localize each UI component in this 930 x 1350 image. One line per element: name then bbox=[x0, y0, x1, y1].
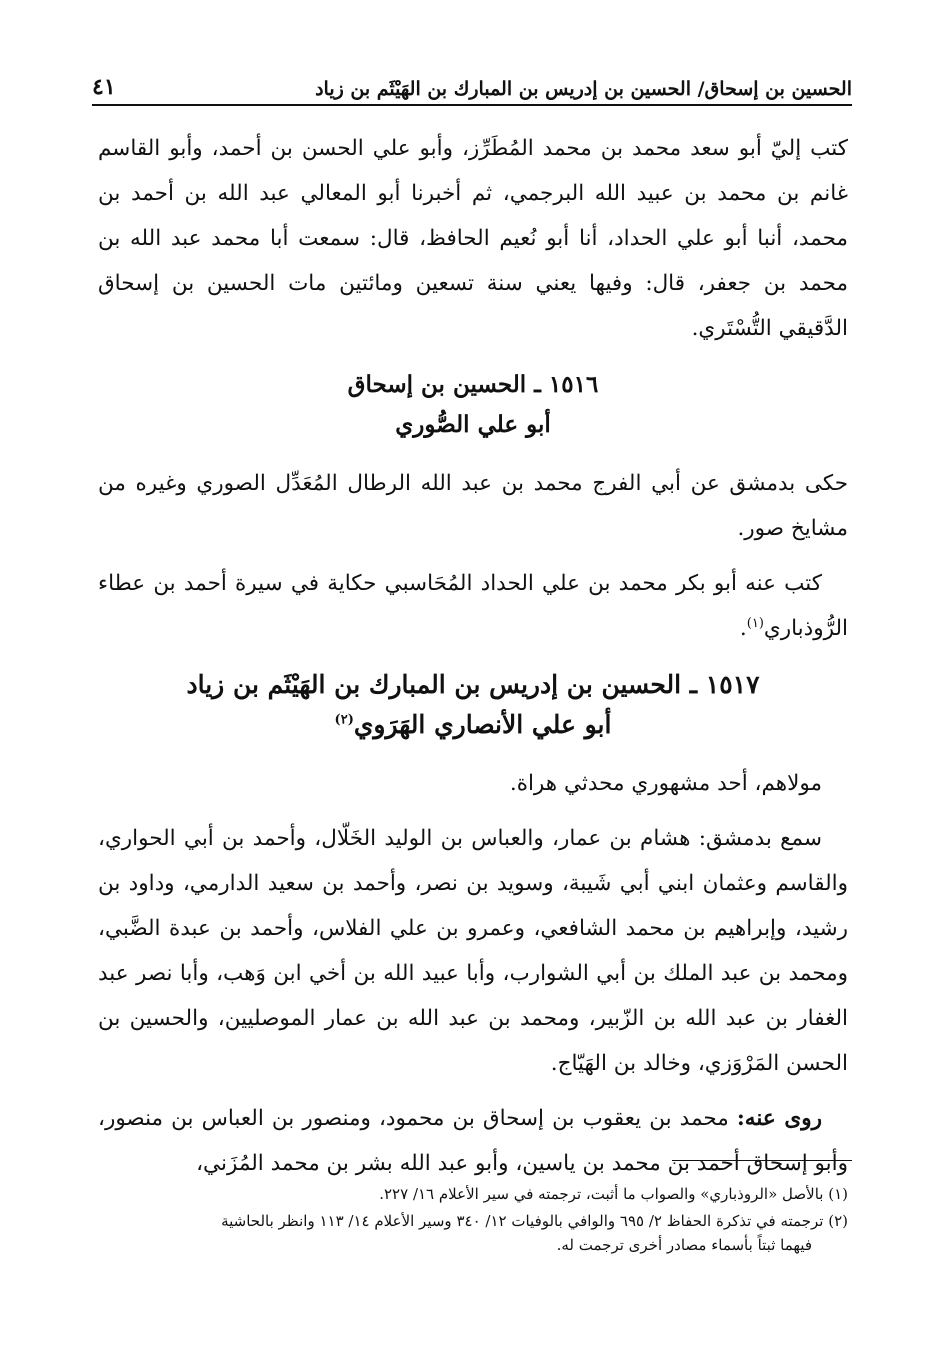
footnote-divider bbox=[672, 1160, 852, 1161]
footnotes bbox=[100, 1182, 848, 1260]
footnote-2-line-2: فيهما ثبتاً بأسماء مصادر أخرى ترجمت له. bbox=[556, 1236, 812, 1254]
entry-kunya-1517 bbox=[98, 705, 848, 745]
entry-title-1516: ١٥١٦ ـ الحسين بن إسحاق bbox=[347, 371, 599, 398]
paragraph-teachers: سمع بدمشق: هشام بن عمار، والعباس بن الوليد الخَلّال، وأحمد بن أبي الحواري، والقاسم وعثمان ابني أبي شَيبة، وسويد بن نصر، وأحمد بن سعيد الدارمي، وداود بن رشيد، وإبراهيم بن محمد الشافعي، وعمرو بن علي الفلاس، وأحمد بن عبدة الضَّبي، ومحمد بن عبد الملك بن أبي الشوارب، وأبا عبيد الله بن أخي ابن وَهب، وأبا نصر عبد الغفار بن عبد الله بن الزّبير، ومحمد بن عبد الله بن عمار الموصليين، والحسين بن الحسن المَرْوَزي، وخالد بن الهَيّاج. bbox=[98, 826, 848, 1076]
footnote-marker-1: (١) bbox=[746, 615, 764, 631]
students-lead: روى عنه: bbox=[736, 1106, 822, 1131]
paragraph-biography-1516: حكى بدمشق عن أبي الفرج محمد بن عبد الله الرطال المُعَدِّل الصوري وغيره من مشايخ صور. bbox=[98, 471, 848, 541]
narration-text: كتب عنه أبو بكر محمد بن علي الحداد المُحَاسبي حكاية في سيرة أحمد بن عطاء الرُّوذباري bbox=[98, 571, 848, 641]
main-text bbox=[98, 126, 848, 1196]
page-header bbox=[92, 68, 852, 106]
entry-heading-1517 bbox=[98, 665, 848, 745]
footnote-marker-2: (٢) bbox=[334, 712, 354, 728]
entry-heading-1516 bbox=[98, 365, 848, 445]
footnote-2 bbox=[100, 1209, 848, 1257]
paragraph-mawla: مولاهم، أحد مشهوري محدثي هراة. bbox=[509, 771, 822, 796]
paragraph-isnad-1: كتب إليّ أبو سعد محمد بن محمد المُطَرِّز، وأبو علي الحسن بن أحمد، وأبو القاسم غانم بن محمد بن عبيد الله البرجمي، ثم أخبرنا أبو المعالي عبد الله بن أحمد بن محمد، أنبا أبو علي الحداد، أنا أبو نُعيم الحافظ، قال: سمعت أبا محمد عبد الله بن محمد بن جعفر، قال: وفيها يعني سنة تسعين ومائتين مات الحسين بن إسحاق الدَّقيقي التُّسْتَري. bbox=[98, 136, 848, 341]
running-title: الحسين بن إسحاق/ الحسين بن إدريس بن المبارك بن الهَيْثَم بن زياد bbox=[315, 78, 852, 100]
students-text: محمد بن يعقوب بن إسحاق بن محمود، ومنصور بن العباس بن منصور، وأبو إسحاق أحمد بن محمد بن ياسين، وأبو عبد الله بشر بن محمد المُزَني، bbox=[98, 1106, 848, 1176]
narration-end: . bbox=[739, 616, 747, 641]
footnote-2-line-1: (٢) ترجمته في تذكرة الحفاظ ٢/ ٦٩٥ والوافي بالوفيات ١٢/ ٣٤٠ وسير الأعلام ١٤/ ١١٣ وانظر بالحاشية bbox=[221, 1212, 848, 1230]
paragraph-students bbox=[98, 1096, 848, 1186]
paragraph-narration-1516 bbox=[98, 561, 848, 651]
entry-kunya-1516: أبو علي الصُّوري bbox=[395, 411, 551, 438]
page-number: ٤١ bbox=[92, 74, 116, 100]
entry-title-1517: ١٥١٧ ـ الحسين بن إدريس بن المبارك بن الهَيْثَم بن زياد bbox=[186, 670, 760, 699]
footnote-1: (١) بالأصل «الروذباري» والصواب ما أثبت، ترجمته في سير الأعلام ١٦/ ٢٢٧. bbox=[379, 1185, 848, 1203]
kunya-text: أبو علي الأنصاري الهَرَوي bbox=[353, 710, 612, 739]
